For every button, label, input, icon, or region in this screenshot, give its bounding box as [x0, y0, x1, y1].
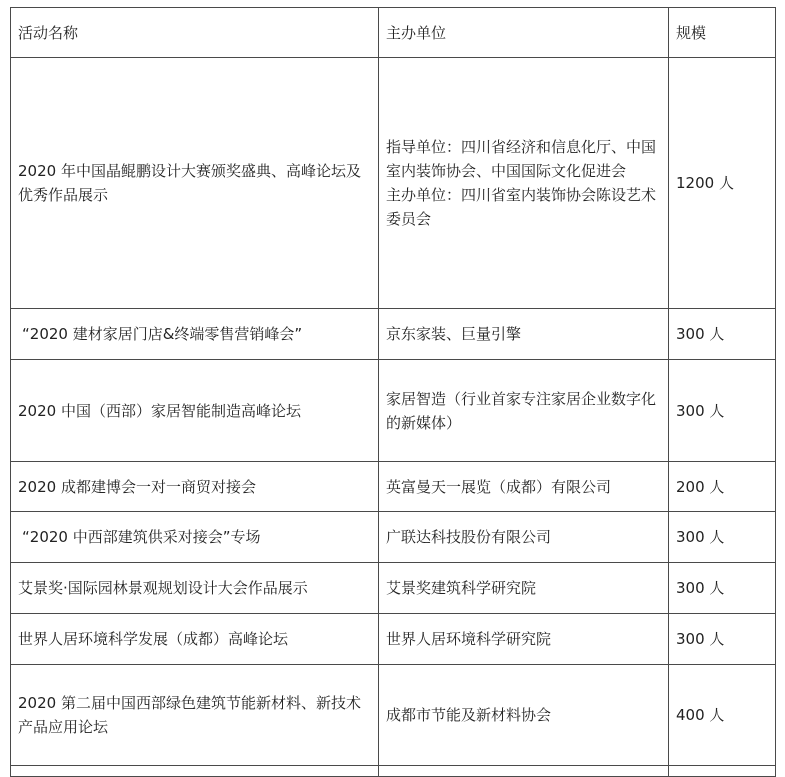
table-row — [11, 309, 776, 360]
table-row — [11, 614, 776, 665]
header-organizer: 主办单位 — [379, 8, 669, 58]
organizer-cell: 家居智造（行业首家专注家居企业数字化的新媒体） — [379, 360, 669, 462]
organizer-cell: 英富曼天一展览（成都）有限公司 — [379, 462, 669, 512]
scale-cell: 300 人 — [669, 614, 776, 665]
header-activity-name: 活动名称 — [11, 8, 379, 58]
activity-name-cell: 艾景奖·国际园林景观规划设计大会作品展示 — [11, 563, 379, 614]
table-row — [11, 58, 776, 309]
activity-name-cell: 2020 年中国晶鲲鹏设计大赛颁奖盛典、高峰论坛及优秀作品展示 — [11, 58, 379, 309]
scale-cell: 1200 人 — [669, 58, 776, 309]
scale-cell: 300 人 — [669, 360, 776, 462]
empty-cell — [669, 766, 776, 777]
activity-name-cell: “2020 建材家居门店&终端零售营销峰会” — [11, 309, 379, 360]
header-scale: 规模 — [669, 8, 776, 58]
empty-cell — [379, 766, 669, 777]
activity-name-cell: 2020 成都建博会一对一商贸对接会 — [11, 462, 379, 512]
empty-cell — [11, 766, 379, 777]
activity-name-cell: 2020 中国（西部）家居智能制造高峰论坛 — [11, 360, 379, 462]
organizer-cell: 艾景奖建筑科学研究院 — [379, 563, 669, 614]
events-table — [10, 7, 776, 777]
organizer-cell: 世界人居环境科学研究院 — [379, 614, 669, 665]
organizer-line: 指导单位：四川省经济和信息化厅、中国室内装饰协会、中国国际文化促进会 — [386, 138, 657, 180]
scale-cell: 300 人 — [669, 512, 776, 563]
scale-cell: 200 人 — [669, 462, 776, 512]
organizer-cell — [379, 58, 669, 309]
activity-name-cell: “2020 中西部建筑供采对接会”专场 — [11, 512, 379, 563]
organizer-cell: 京东家装、巨量引擎 — [379, 309, 669, 360]
table-row — [11, 665, 776, 766]
table-row-partial — [11, 766, 776, 777]
organizer-cell: 成都市节能及新材料协会 — [379, 665, 669, 766]
table-row — [11, 462, 776, 512]
activity-name-cell: 世界人居环境科学发展（成都）高峰论坛 — [11, 614, 379, 665]
table-row — [11, 563, 776, 614]
organizer-line: 主办单位：四川省室内装饰协会陈设艺术委员会 — [386, 186, 657, 228]
table-row — [11, 512, 776, 563]
organizer-cell: 广联达科技股份有限公司 — [379, 512, 669, 563]
scale-cell: 300 人 — [669, 563, 776, 614]
activity-name-cell: 2020 第二届中国西部绿色建筑节能新材料、新技术产品应用论坛 — [11, 665, 379, 766]
scale-cell: 400 人 — [669, 665, 776, 766]
table-header-row — [11, 8, 776, 58]
scale-cell: 300 人 — [669, 309, 776, 360]
table-row — [11, 360, 776, 462]
